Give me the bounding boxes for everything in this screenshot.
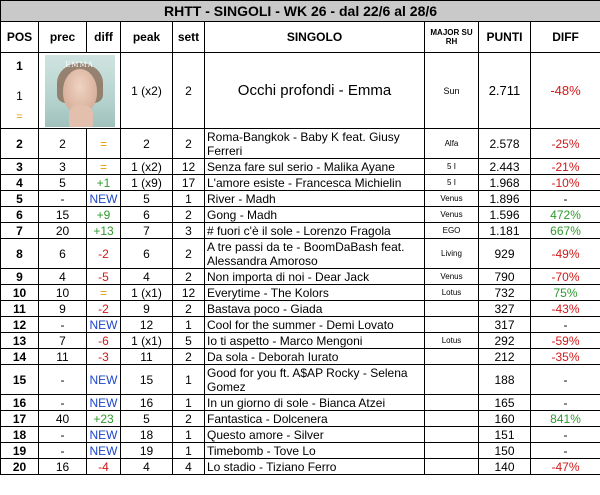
points-value: 790: [479, 269, 531, 285]
peak-value: 5: [121, 411, 173, 427]
peak-value: 4: [121, 269, 173, 285]
sett-value: 17: [173, 175, 205, 191]
diff-perc-value: -70%: [531, 269, 600, 285]
table-row: [1, 159, 600, 175]
label-value: [425, 301, 479, 317]
song-title: Roma-Bangkok - Baby K feat. Giusy Ferreri: [205, 129, 425, 159]
prec-value: -: [39, 443, 87, 459]
points-value: 327: [479, 301, 531, 317]
label-value: Venus: [425, 269, 479, 285]
table-row: [1, 411, 600, 427]
diff-perc-value: -49%: [531, 239, 600, 269]
sett-value: 1: [173, 395, 205, 411]
sett-value: 2: [173, 301, 205, 317]
song-title: Senza fare sul serio - Malika Ayane: [205, 159, 425, 175]
pos-value: 16: [1, 395, 39, 411]
table-row: [1, 129, 600, 159]
label-value: [425, 317, 479, 333]
sett-value: 1: [173, 443, 205, 459]
pos-value: 2: [1, 129, 39, 159]
song-title: A tre passi da te - BoomDaBash feat. Alessandra Amoroso: [205, 239, 425, 269]
label-value: Venus: [425, 191, 479, 207]
prec-value: -: [39, 191, 87, 207]
diff-value: =: [87, 159, 121, 175]
diff-value: =: [16, 111, 23, 123]
prec-value: 3: [39, 159, 87, 175]
peak-value: 18: [121, 427, 173, 443]
table-row: [1, 207, 600, 223]
sett-value: 1: [173, 191, 205, 207]
peak-value: 1 (x1): [121, 285, 173, 301]
sett-value: 2: [173, 207, 205, 223]
peak-value: 6: [121, 207, 173, 223]
sett-value: 5: [173, 333, 205, 349]
diff-perc-value: -: [531, 395, 600, 411]
song-title: L'amore esiste - Francesca Michielin: [205, 175, 425, 191]
song-title: Questo amore - Silver: [205, 427, 425, 443]
points-value: 317: [479, 317, 531, 333]
diff-perc-value: -35%: [531, 349, 600, 365]
pos-value: 5: [1, 191, 39, 207]
song-title: Fantastica - Dolcenera: [205, 411, 425, 427]
pos-value: 12: [1, 317, 39, 333]
song-title: # fuori c'è il sole - Lorenzo Fragola: [205, 223, 425, 239]
song-title: In un giorno di sole - Bianca Atzei: [205, 395, 425, 411]
prec-value: 7: [39, 333, 87, 349]
peak-value: 6: [121, 239, 173, 269]
table-row: [1, 395, 600, 411]
song-title: River - Madh: [205, 191, 425, 207]
peak-value: 12: [121, 317, 173, 333]
diff-value: -2: [87, 301, 121, 317]
diff-value: -6: [87, 333, 121, 349]
pos-value: 7: [1, 223, 39, 239]
diff-perc-value: 841%: [531, 411, 600, 427]
pos-value: 13: [1, 333, 39, 349]
points-value: 292: [479, 333, 531, 349]
diff-perc-value: -: [531, 443, 600, 459]
song-title: Occhi profondi - Emma: [205, 53, 425, 129]
cover-cell: [39, 53, 121, 129]
diff-perc-value: 667%: [531, 223, 600, 239]
label-value: [425, 365, 479, 395]
song-title: Lo stadio - Tiziano Ferro: [205, 459, 425, 475]
diff-value: NEW: [87, 365, 121, 395]
col-diff-perc: DIFF: [531, 22, 600, 53]
peak-value: 1 (x1): [121, 333, 173, 349]
prec-value: 6: [39, 239, 87, 269]
diff-perc-value: -: [531, 191, 600, 207]
diff-perc-value: -: [531, 317, 600, 333]
points-value: 1.968: [479, 175, 531, 191]
label-value: [425, 349, 479, 365]
sett-value: 4: [173, 459, 205, 475]
table-row: [1, 175, 600, 191]
label-value: [425, 427, 479, 443]
diff-perc-value: -43%: [531, 301, 600, 317]
points-value: 1.596: [479, 207, 531, 223]
points-value: 150: [479, 443, 531, 459]
pos-value: 17: [1, 411, 39, 427]
prec-value: 4: [39, 269, 87, 285]
label-value: 5 I: [425, 175, 479, 191]
sett-value: 1: [173, 365, 205, 395]
diff-value: =: [87, 129, 121, 159]
col-diff: diff: [87, 22, 121, 53]
diff-value: +23: [87, 411, 121, 427]
cover-logo: EMMA: [65, 60, 94, 69]
label-value: 5 I: [425, 159, 479, 175]
label-value: EGO: [425, 223, 479, 239]
pos-value: 18: [1, 427, 39, 443]
diff-value: NEW: [87, 395, 121, 411]
diff-value: NEW: [87, 427, 121, 443]
prec-value: -: [39, 427, 87, 443]
points-value: 160: [479, 411, 531, 427]
pos-value: 11: [1, 301, 39, 317]
sett-value: 1: [173, 427, 205, 443]
table-row: [1, 459, 600, 475]
table-row: [1, 317, 600, 333]
diff-perc-value: -48%: [531, 53, 600, 129]
table-row: [1, 427, 600, 443]
points-value: 140: [479, 459, 531, 475]
points-value: 2.578: [479, 129, 531, 159]
points-value: 165: [479, 395, 531, 411]
points-value: 188: [479, 365, 531, 395]
pos-cell: [1, 53, 39, 129]
sett-value: 2: [173, 239, 205, 269]
points-value: 732: [479, 285, 531, 301]
peak-value: 5: [121, 191, 173, 207]
song-title: Non importa di noi - Dear Jack: [205, 269, 425, 285]
prec-value: -: [39, 317, 87, 333]
col-sett: sett: [173, 22, 205, 53]
diff-value: NEW: [87, 317, 121, 333]
points-value: 929: [479, 239, 531, 269]
prec-value: -: [39, 395, 87, 411]
peak-value: 9: [121, 301, 173, 317]
prec-value: 9: [39, 301, 87, 317]
diff-value: =: [87, 285, 121, 301]
chart-title: RHTT - SINGOLI - WK 26 - dal 22/6 al 28/6: [1, 1, 600, 22]
peak-value: 11: [121, 349, 173, 365]
peak-value: 16: [121, 395, 173, 411]
diff-perc-value: -47%: [531, 459, 600, 475]
col-singolo: SINGOLO: [205, 22, 425, 53]
table-row: [1, 239, 600, 269]
pos-value: 14: [1, 349, 39, 365]
prec-value: 11: [39, 349, 87, 365]
prec-value: 5: [39, 175, 87, 191]
song-title: Timebomb - Tove Lo: [205, 443, 425, 459]
peak-value: 2: [121, 129, 173, 159]
points-value: 151: [479, 427, 531, 443]
prec-value: -: [39, 365, 87, 395]
prec-value: 1: [16, 89, 23, 103]
diff-value: -5: [87, 269, 121, 285]
song-title: Da sola - Deborah Iurato: [205, 349, 425, 365]
prec-value: 16: [39, 459, 87, 475]
diff-value: NEW: [87, 443, 121, 459]
diff-perc-value: -21%: [531, 159, 600, 175]
sett-value: 12: [173, 159, 205, 175]
sett-value: 2: [173, 411, 205, 427]
table-row: [1, 349, 600, 365]
song-title: Gong - Madh: [205, 207, 425, 223]
points-value: 2.711: [479, 53, 531, 129]
pos-value: 1: [16, 59, 23, 73]
song-title: Bastava poco - Giada: [205, 301, 425, 317]
pos-value: 9: [1, 269, 39, 285]
points-value: 1.181: [479, 223, 531, 239]
peak-value: 1 (x2): [121, 53, 173, 129]
label-value: Alfa: [425, 129, 479, 159]
diff-perc-value: -59%: [531, 333, 600, 349]
diff-perc-value: -25%: [531, 129, 600, 159]
prec-value: 2: [39, 129, 87, 159]
label-value: Lotus: [425, 285, 479, 301]
peak-value: 15: [121, 365, 173, 395]
label-value: Lotus: [425, 333, 479, 349]
col-punti: PUNTI: [479, 22, 531, 53]
prec-value: 20: [39, 223, 87, 239]
peak-value: 19: [121, 443, 173, 459]
diff-value: +9: [87, 207, 121, 223]
label-value: Sun: [425, 53, 479, 129]
sett-value: 3: [173, 223, 205, 239]
pos-value: 8: [1, 239, 39, 269]
song-title: Cool for the summer - Demi Lovato: [205, 317, 425, 333]
sett-value: 2: [173, 349, 205, 365]
diff-perc-value: 75%: [531, 285, 600, 301]
pos-value: 6: [1, 207, 39, 223]
col-peak: peak: [121, 22, 173, 53]
sett-value: 2: [173, 129, 205, 159]
pos-value: 20: [1, 459, 39, 475]
diff-value: NEW: [87, 191, 121, 207]
prec-value: 40: [39, 411, 87, 427]
diff-value: +1: [87, 175, 121, 191]
sett-value: 1: [173, 317, 205, 333]
sett-value: 2: [173, 269, 205, 285]
col-pos: POS: [1, 22, 39, 53]
points-value: 1.896: [479, 191, 531, 207]
col-prec: prec: [39, 22, 87, 53]
peak-value: 7: [121, 223, 173, 239]
label-value: Living: [425, 239, 479, 269]
table-row-1: [1, 53, 600, 129]
diff-value: +13: [87, 223, 121, 239]
diff-perc-value: -: [531, 365, 600, 395]
col-major: MAJOR SU RH: [425, 22, 479, 53]
table-row: [1, 269, 600, 285]
pos-value: 19: [1, 443, 39, 459]
table-row: [1, 285, 600, 301]
sett-value: 2: [173, 53, 205, 129]
label-value: [425, 459, 479, 475]
peak-value: 1 (x9): [121, 175, 173, 191]
diff-perc-value: -10%: [531, 175, 600, 191]
label-value: Venus: [425, 207, 479, 223]
peak-value: 1 (x2): [121, 159, 173, 175]
label-value: [425, 395, 479, 411]
table-row: [1, 365, 600, 395]
pos-value: 3: [1, 159, 39, 175]
table-row: [1, 223, 600, 239]
album-cover-image: [45, 55, 115, 127]
diff-value: -3: [87, 349, 121, 365]
table-row: [1, 301, 600, 317]
song-title: Good for you ft. A$AP Rocky - Selena Gomez: [205, 365, 425, 395]
label-value: [425, 443, 479, 459]
table-row: [1, 191, 600, 207]
sett-value: 12: [173, 285, 205, 301]
points-value: 212: [479, 349, 531, 365]
song-title: Everytime - The Kolors: [205, 285, 425, 301]
prec-value: 15: [39, 207, 87, 223]
prec-value: 10: [39, 285, 87, 301]
diff-value: -2: [87, 239, 121, 269]
table-row: [1, 443, 600, 459]
pos-value: 15: [1, 365, 39, 395]
diff-value: -4: [87, 459, 121, 475]
song-title: Io ti aspetto - Marco Mengoni: [205, 333, 425, 349]
pos-value: 4: [1, 175, 39, 191]
pos-value: 10: [1, 285, 39, 301]
peak-value: 4: [121, 459, 173, 475]
diff-perc-value: 472%: [531, 207, 600, 223]
diff-perc-value: -: [531, 427, 600, 443]
points-value: 2.443: [479, 159, 531, 175]
label-value: [425, 411, 479, 427]
table-row: [1, 333, 600, 349]
